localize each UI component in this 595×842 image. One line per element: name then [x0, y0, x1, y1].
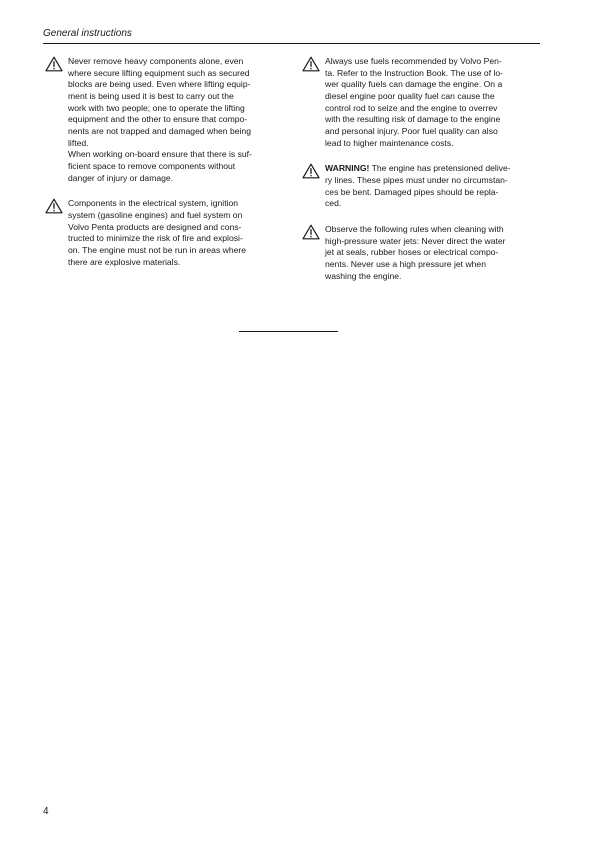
- warning-triangle-icon: [45, 56, 63, 72]
- warning-text: Never remove heavy components alone, even where secure lifting equipment such as secured blocks are being used. Even where lifting equip- ment is being used it is best to carry out the work with two people; one to operate the lifting equipment and the other to ensure that compo- nents are not trapped and damaged when being lifted. When working on-board ensure that there is suf- ficient space to remove components without danger of injury or damage.: [68, 56, 252, 183]
- page-header-title: General instructions: [43, 28, 132, 39]
- warning-high-pressure-cleaning: [302, 224, 537, 282]
- warning-body: The engine has pretensioned delive- ry lines. These pipes must under no circumstan- ces be bent. Damaged pipes should be repla- ced.: [325, 163, 511, 209]
- warning-triangle-icon: [45, 198, 63, 214]
- warning-text: Components in the electrical system, ignition system (gasoline engines) and fuel system on Volvo Penta products are designed and cons- tructed to minimize the risk of fire and explosi- on. The engine must not be run in areas where there are explosive materials.: [68, 198, 247, 267]
- header-divider: [43, 43, 540, 44]
- section-end-rule: [239, 331, 338, 332]
- warning-electrical-system: [45, 198, 280, 268]
- warning-label: WARNING!: [325, 163, 370, 174]
- warning-heavy-components: [45, 56, 280, 184]
- warning-fuel-quality: [302, 56, 537, 149]
- page-number: 4: [43, 806, 49, 817]
- left-column: [45, 56, 280, 282]
- warning-triangle-icon: [302, 56, 320, 72]
- warning-triangle-icon: [302, 163, 320, 179]
- warning-triangle-icon: [302, 224, 320, 240]
- warning-delivery-lines: [302, 163, 537, 210]
- right-column: [302, 56, 537, 296]
- warning-text: Observe the following rules when cleaning with high-pressure water jets: Never direct the water jet at seals, rubber hoses or electrical compo- nents. Never use a high pressure jet when washing the engine.: [325, 223, 506, 281]
- warning-text: [325, 163, 537, 210]
- warning-text: Always use fuels recommended by Volvo Pen- ta. Refer to the Instruction Book. The use of lo- wer quality fuels can damage the engine. On a diesel engine poor quality fuel can cause the control rod to seize and the engine to overrev with the resulting risk of damage to the engine and personal injury. Poor fuel quality can also lead to higher maintenance costs.: [325, 56, 504, 148]
